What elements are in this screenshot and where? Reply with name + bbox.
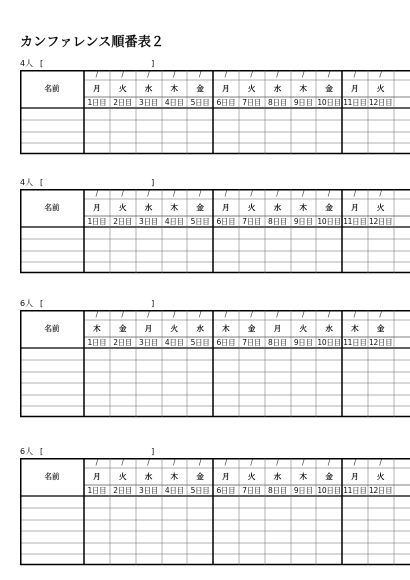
day-number-label: 1日目 xyxy=(87,97,107,107)
weekday-label: 金 xyxy=(376,323,385,333)
day-number-label: 7日目 xyxy=(242,337,262,347)
weekday-label: 金 xyxy=(325,471,333,481)
weekday-label: 水 xyxy=(144,83,153,93)
day-number-label: 10日目 xyxy=(317,97,341,107)
day-number-label: 8日目 xyxy=(268,216,287,226)
date-slash: / xyxy=(302,70,305,80)
date-slash: / xyxy=(173,310,176,320)
group-size-label: 6人 xyxy=(20,299,34,308)
section-caption xyxy=(20,298,410,310)
schedule-table xyxy=(20,189,410,273)
date-slash: / xyxy=(224,70,228,80)
weekday-label: 水 xyxy=(273,471,282,481)
day-number-label: 12日目 xyxy=(368,485,393,495)
date-slash: / xyxy=(302,458,305,468)
date-slash: / xyxy=(327,189,331,199)
weekday-label: 火 xyxy=(247,202,256,212)
date-slash: / xyxy=(224,189,228,199)
date-slash: / xyxy=(302,189,305,199)
weekday-label: 月 xyxy=(351,83,359,93)
weekday-label: 木 xyxy=(299,471,308,481)
date-slash: / xyxy=(276,310,279,320)
weekday-label: 火 xyxy=(118,471,127,481)
day-number-label: 9日目 xyxy=(293,216,313,226)
table-gridlines xyxy=(20,458,410,566)
section-caption xyxy=(20,177,410,189)
schedule-section xyxy=(20,446,410,565)
weekday-label: 金 xyxy=(196,471,204,481)
day-number-label: 11日目 xyxy=(343,485,367,495)
day-number-label: 5日目 xyxy=(190,97,210,107)
weekday-label: 金 xyxy=(118,323,127,333)
day-number-label: 11日目 xyxy=(343,97,367,107)
day-number-label: 3日目 xyxy=(139,97,158,107)
weekday-label: 木 xyxy=(170,83,179,93)
day-number-label: 11日目 xyxy=(343,337,367,347)
date-slash: / xyxy=(95,310,99,320)
weekday-label: 月 xyxy=(222,83,230,93)
bracket-right: ] xyxy=(151,59,155,68)
date-slash: / xyxy=(198,310,202,320)
date-slash: / xyxy=(353,310,357,320)
day-number-label: 7日目 xyxy=(242,485,262,495)
date-slash: / xyxy=(121,458,124,468)
schedule-section xyxy=(20,177,410,273)
day-number-label: 5日目 xyxy=(190,485,210,495)
date-slash: / xyxy=(353,458,357,468)
day-number-label: 12日目 xyxy=(368,97,393,107)
date-slash: / xyxy=(327,70,331,80)
day-number-label: 4日目 xyxy=(164,216,184,226)
weekday-label: 火 xyxy=(118,83,127,93)
date-slash: / xyxy=(379,70,382,80)
date-slash: / xyxy=(173,458,176,468)
day-number-label: 5日目 xyxy=(190,216,210,226)
day-number-label: 10日目 xyxy=(317,337,341,347)
day-number-label: 2日目 xyxy=(113,216,133,226)
weekday-label: 水 xyxy=(196,323,204,333)
weekday-label: 水 xyxy=(273,83,282,93)
day-number-label: 8日目 xyxy=(268,97,287,107)
weekday-label: 水 xyxy=(144,202,153,212)
weekday-label: 木 xyxy=(299,202,308,212)
date-slash: / xyxy=(121,189,124,199)
date-slash: / xyxy=(147,70,150,80)
day-number-label: 4日目 xyxy=(164,97,184,107)
name-column-header: 名前 xyxy=(44,472,60,482)
date-slash: / xyxy=(198,458,202,468)
section-caption xyxy=(20,58,410,70)
date-slash: / xyxy=(276,458,279,468)
weekday-label: 金 xyxy=(196,83,204,93)
day-number-label: 3日目 xyxy=(139,485,158,495)
day-number-label: 2日目 xyxy=(113,97,133,107)
schedule-table xyxy=(20,70,410,154)
date-slash: / xyxy=(95,70,99,80)
weekday-label: 火 xyxy=(247,83,256,93)
bracket-left: [ xyxy=(40,447,44,456)
date-slash: / xyxy=(250,70,253,80)
day-number-label: 10日目 xyxy=(317,216,341,226)
weekday-label: 火 xyxy=(118,202,127,212)
weekday-label: 火 xyxy=(376,83,385,93)
date-slash: / xyxy=(198,189,202,199)
bracket-left: [ xyxy=(40,299,44,308)
weekday-label: 木 xyxy=(222,323,230,333)
day-number-label: 11日目 xyxy=(343,216,367,226)
weekday-label: 月 xyxy=(222,471,230,481)
date-slash: / xyxy=(353,189,357,199)
date-slash: / xyxy=(198,70,202,80)
section-caption xyxy=(20,446,410,458)
day-number-label: 9日目 xyxy=(293,485,313,495)
day-number-label: 3日目 xyxy=(139,337,158,347)
day-number-label: 6日目 xyxy=(216,337,236,347)
date-slash: / xyxy=(379,310,382,320)
day-number-label: 6日目 xyxy=(216,97,236,107)
weekday-label: 木 xyxy=(299,83,308,93)
date-slash: / xyxy=(147,189,150,199)
weekday-label: 火 xyxy=(170,323,179,333)
group-size-label: 6人 xyxy=(20,447,34,456)
bracket-left: [ xyxy=(40,178,44,187)
date-slash: / xyxy=(95,189,99,199)
weekday-label: 水 xyxy=(325,323,333,333)
day-number-label: 9日目 xyxy=(293,337,313,347)
day-number-label: 4日目 xyxy=(164,485,184,495)
date-slash: / xyxy=(147,310,150,320)
weekday-label: 月 xyxy=(273,323,282,333)
day-number-label: 12日目 xyxy=(368,216,393,226)
day-number-label: 1日目 xyxy=(87,337,107,347)
day-number-label: 4日目 xyxy=(164,337,184,347)
weekday-label: 金 xyxy=(196,202,204,212)
weekday-label: 月 xyxy=(222,202,230,212)
day-number-label: 1日目 xyxy=(87,216,107,226)
table-gridlines xyxy=(20,310,410,418)
date-slash: / xyxy=(276,189,279,199)
weekday-label: 火 xyxy=(376,471,385,481)
date-slash: / xyxy=(250,310,253,320)
day-number-label: 7日目 xyxy=(242,216,262,226)
weekday-label: 火 xyxy=(376,202,385,212)
schedule-section xyxy=(20,298,410,417)
day-number-label: 9日目 xyxy=(293,97,313,107)
group-size-label: 4人 xyxy=(20,59,34,68)
weekday-label: 水 xyxy=(273,202,282,212)
date-slash: / xyxy=(224,310,228,320)
day-number-label: 5日目 xyxy=(190,337,210,347)
day-number-label: 6日目 xyxy=(216,216,236,226)
date-slash: / xyxy=(250,458,253,468)
day-number-label: 2日目 xyxy=(113,337,133,347)
group-size-label: 4人 xyxy=(20,178,34,187)
day-number-label: 8日目 xyxy=(268,337,287,347)
schedule-table xyxy=(20,458,410,565)
weekday-label: 月 xyxy=(351,471,359,481)
weekday-label: 木 xyxy=(93,323,101,333)
date-slash: / xyxy=(379,189,382,199)
weekday-label: 月 xyxy=(93,83,101,93)
bracket-right: ] xyxy=(151,178,155,187)
weekday-label: 木 xyxy=(170,202,179,212)
page-title: カンファレンス順番表２ xyxy=(20,35,165,50)
weekday-label: 金 xyxy=(325,83,333,93)
date-slash: / xyxy=(173,70,176,80)
name-column-header: 名前 xyxy=(44,324,60,334)
table-gridlines xyxy=(20,70,410,155)
date-slash: / xyxy=(327,310,331,320)
name-column-header: 名前 xyxy=(44,203,60,213)
schedule-table xyxy=(20,310,410,417)
day-number-label: 3日目 xyxy=(139,216,158,226)
weekday-label: 火 xyxy=(247,471,256,481)
weekday-label: 金 xyxy=(247,323,256,333)
day-number-label: 1日目 xyxy=(87,485,107,495)
date-slash: / xyxy=(224,458,228,468)
bracket-right: ] xyxy=(151,299,155,308)
weekday-label: 月 xyxy=(93,471,101,481)
day-number-label: 8日目 xyxy=(268,485,287,495)
bracket-left: [ xyxy=(40,59,44,68)
weekday-label: 月 xyxy=(351,202,359,212)
date-slash: / xyxy=(121,70,124,80)
schedule-section xyxy=(20,58,410,154)
day-number-label: 12日目 xyxy=(368,337,393,347)
weekday-label: 金 xyxy=(325,202,333,212)
date-slash: / xyxy=(147,458,150,468)
date-slash: / xyxy=(302,310,305,320)
date-slash: / xyxy=(121,310,124,320)
date-slash: / xyxy=(173,189,176,199)
bracket-right: ] xyxy=(151,447,155,456)
date-slash: / xyxy=(276,70,279,80)
date-slash: / xyxy=(95,458,99,468)
day-number-label: 10日目 xyxy=(317,485,341,495)
date-slash: / xyxy=(353,70,357,80)
date-slash: / xyxy=(327,458,331,468)
weekday-label: 木 xyxy=(351,323,359,333)
weekday-label: 火 xyxy=(299,323,308,333)
date-slash: / xyxy=(250,189,253,199)
weekday-label: 月 xyxy=(93,202,101,212)
table-gridlines xyxy=(20,189,410,274)
weekday-label: 水 xyxy=(144,471,153,481)
day-number-label: 7日目 xyxy=(242,97,262,107)
name-column-header: 名前 xyxy=(44,84,60,94)
weekday-label: 月 xyxy=(144,323,153,333)
weekday-label: 木 xyxy=(170,471,179,481)
day-number-label: 6日目 xyxy=(216,485,236,495)
date-slash: / xyxy=(379,458,382,468)
day-number-label: 2日目 xyxy=(113,485,133,495)
